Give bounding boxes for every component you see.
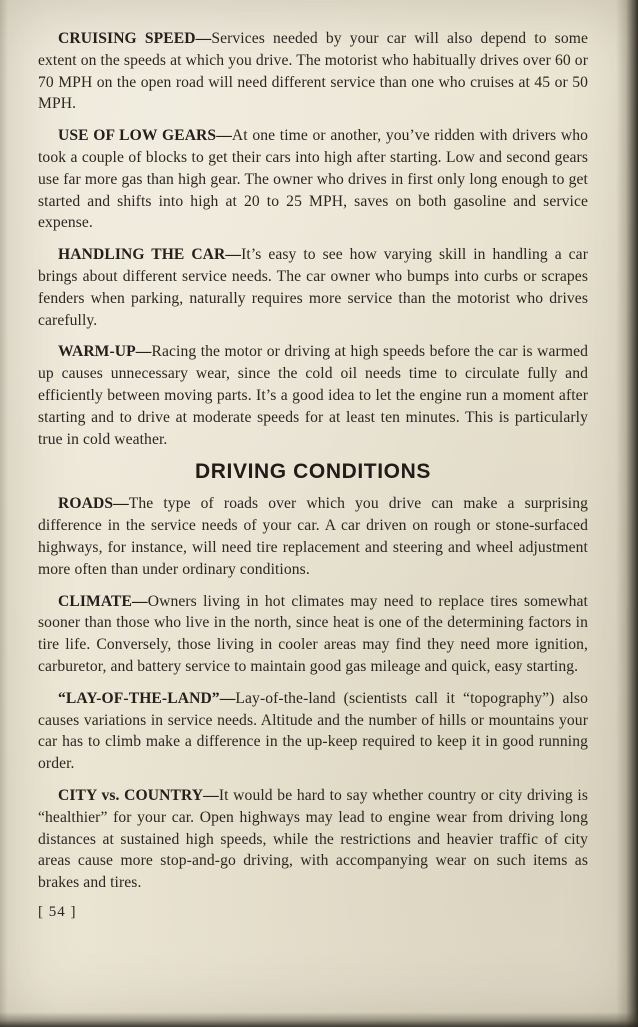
paragraph xyxy=(38,591,588,678)
run-in-heading: CRUISING SPEED— xyxy=(58,30,212,47)
paragraph-body: Services needed by your car will also depend to some extent on the speeds at which you drive. The motorist who habitually drives over 60 or 70 MPH on the open road will need different service than one who cruises at 45 or 50 MPH. xyxy=(38,30,588,113)
paragraph-body: The type of roads over which you drive can make a surprising difference in the service needs of your car. A car driven on rough or stone-surfaced highways, for instance, will need tire replacement and steering and wheel adjustment more often than under ordinary conditions. xyxy=(38,495,588,578)
paragraph xyxy=(38,493,588,580)
paragraph xyxy=(38,125,588,234)
paragraph xyxy=(38,28,588,115)
section-title: DRIVING CONDITIONS xyxy=(195,460,431,484)
paragraph-body: It’s easy to see how varying skill in handling a car brings about different service needs. The car owner who bumps into curbs or scrapes fenders when parking, naturally requires more service than the motorist who drives carefully. xyxy=(38,246,588,329)
run-in-heading: ROADS— xyxy=(58,495,129,513)
run-in-heading: WARM-UP— xyxy=(58,343,152,361)
paragraph xyxy=(38,785,588,894)
paragraph-body: At one time or another, you’ve ridden with drivers who took a couple of blocks to get their cars into high after starting. Low and second gears use far more gas than high gear. The owner who drives in first only long enough to get started and shifts into high at 20 to 25 MPH, saves on both gasoline and service expense. xyxy=(38,127,588,232)
paragraph xyxy=(38,688,588,775)
paragraph xyxy=(38,341,588,450)
run-in-heading: CLIMATE— xyxy=(58,592,148,610)
run-in-heading: HANDLING THE CAR— xyxy=(58,246,242,264)
paragraph-body: Lay-of-the-land (scientists call it “topography”) also causes variations in service needs. Altitude and the number of hills or mountains your car has to climb make a difference in the up-keep required to keep it in good running order. xyxy=(38,689,588,773)
paragraph xyxy=(38,244,588,331)
page-edge-shadow-bottom xyxy=(0,1012,638,1027)
paragraph-body: Racing the motor or driving at high speeds before the car is warmed up causes unnecessary wear, since the cold oil needs time to circulate fully and efficiently between moving parts. It’s a good idea to let the engine run a moment after starting and to drive at moderate speeds for at least ten minutes. This is particularly true in cold weather. xyxy=(38,343,588,448)
run-in-heading: CITY vs. COUNTRY— xyxy=(58,786,219,804)
run-in-heading: “LAY-OF-THE-LAND”— xyxy=(58,689,236,707)
paragraph-body: It would be hard to say whether country or city driving is “healthier” for your car. Open highways may lead to engine wear from driving long distances at sustained high speeds, while the restrictions and heavier traffic of city areas cause more stop-and-go driving, with accompanying wear on such items as brakes and tires. xyxy=(38,786,588,892)
page-number: [ 54 ] xyxy=(38,903,77,920)
paragraph-body: Owners living in hot climates may need to replace tires somewhat sooner than those who live in the north, since heat is one of the determining factors in tire life. Conversely, those living in cooler areas may find they need more ignition, carburetor, and battery service to maintain good gas mileage and quick, easy starting. xyxy=(38,592,588,675)
run-in-heading: USE OF LOW GEARS— xyxy=(58,127,232,145)
